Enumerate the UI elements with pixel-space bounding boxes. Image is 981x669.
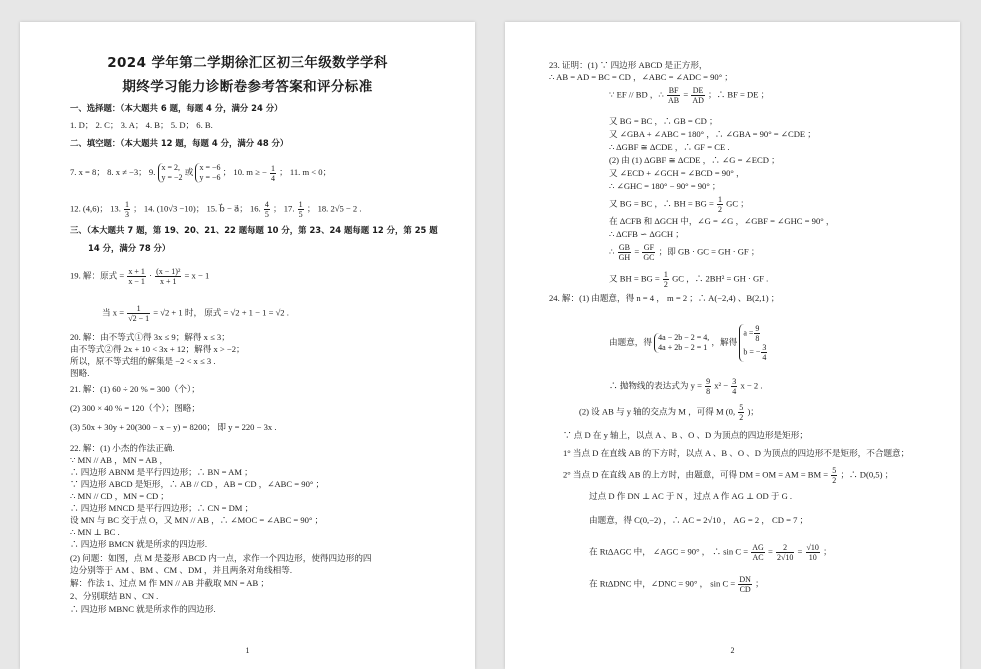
- q9-or: 或: [184, 166, 194, 177]
- frac-num: GB: [618, 243, 630, 252]
- frac-den: CD: [739, 585, 751, 594]
- frac-den: AD: [692, 96, 704, 105]
- q22-line: ∴ MN // CD ，MN = CD ；: [70, 491, 169, 501]
- q24-line: ∵ 点 D 在 y 轴上，以点 A 、B 、O 、D 为顶点的四边形是矩形；: [563, 430, 808, 440]
- q19-frac1-den: x − 1: [128, 277, 145, 286]
- equals: =: [767, 546, 773, 557]
- section2-heading: 二、填空题：（本大题共 12 题，每题 4 分，满分 48 分）: [70, 138, 289, 148]
- q24-expr-frac2: [731, 377, 737, 396]
- q19-final: = √2 + 1 时， 原式 = √2 + 1 − 1 = √2 .: [153, 307, 289, 318]
- frac-den: AC: [752, 553, 764, 562]
- q23-line: 又 ∠ECD + ∠GCH = ∠BCD = 90° ，: [609, 168, 745, 178]
- q19-frac1: [127, 267, 146, 286]
- section3-heading-line2: 14 分，满分 78 分）: [88, 243, 171, 253]
- q16-den: 5: [264, 210, 269, 219]
- fill-answers-row1: [70, 163, 331, 183]
- q22-line: 解：作法 1、过点 M 作 MN // AB 并截取 MN = AB ；: [70, 578, 269, 588]
- q23-last-line: [609, 270, 768, 289]
- q24-sol-a: a =: [743, 328, 754, 338]
- q24-sol-b-frac: [761, 343, 767, 362]
- frac-num: 3: [732, 377, 737, 386]
- frac-num: 2: [776, 543, 794, 553]
- q24-case2-prefix: 2° 当点 D 在直线 AB 的上方时，由题意，可得 DM = OM = AM = BM =: [563, 469, 829, 480]
- q23-ratio-line: [609, 86, 769, 105]
- q24-rt1-line: [589, 543, 832, 562]
- q24-eq1: 4a − 2b − 2 = 4,: [658, 333, 710, 342]
- frac-num: BF: [668, 86, 679, 95]
- q23-bh-fraction: [717, 195, 723, 214]
- q23-frac-gb-gh: [618, 243, 632, 262]
- q20-line: 由不等式②得 2x + 10 < 3x + 12；解得 x > −2；: [70, 344, 245, 354]
- q9-s2-eq2: y = −6: [199, 173, 221, 182]
- frac-num: DN: [739, 575, 751, 584]
- q24-rt1-frac1: [751, 543, 765, 562]
- q23-ef-suffix: ；∴ BF = DE ；: [708, 89, 770, 100]
- q16-num: 4: [264, 200, 269, 209]
- q23-bh-prefix: 又 BG = BC ，∴ BH = BG =: [609, 198, 714, 209]
- q21-line: (2) 300 × 40 % = 120（个）；图略；: [70, 403, 200, 413]
- answer-page-1: [20, 22, 475, 669]
- frac-num: 1: [663, 270, 668, 279]
- q19-frac3: [127, 304, 150, 323]
- q23-line: 在 ΔCFB 和 ΔGCH 中，∠G = ∠G ，∠GBF = ∠GHC = 90° ，: [609, 216, 835, 226]
- equals: =: [797, 546, 803, 557]
- q11-answer: ； 11. m < 0；: [279, 166, 332, 177]
- q9-s1-eq2: y = −2: [161, 173, 183, 182]
- q16-fraction: [264, 200, 270, 219]
- q23-bh-line: [609, 195, 749, 214]
- frac-den: 2: [663, 280, 668, 289]
- q17-num: 1: [298, 200, 303, 209]
- q21-line: 21. 解：(1) 60 ÷ 20 % = 300（个）；: [70, 384, 200, 394]
- q24-case2-suffix: ；∴ D(0,5) ；: [840, 469, 894, 480]
- q9-system1: [158, 163, 183, 183]
- q22-line: ∴ MN ⊥ BC .: [70, 527, 120, 537]
- frac-den: GC: [643, 253, 655, 262]
- q22-line: ∵ 四边形 ABCD 是矩形，∴ AB // CD ，AB = CD ，∠ABC = 90° ；: [70, 479, 325, 489]
- frac-den: 2: [832, 476, 837, 485]
- q22-line: ∴ 四边形 MNCD 是平行四边形；∴ CN = DM ；: [70, 503, 254, 513]
- frac-den: 2√10: [776, 553, 794, 562]
- therefore: ∴: [609, 246, 615, 257]
- page-number: 2: [730, 646, 735, 655]
- section1-heading: 一、选择题：（本大题共 6 题，每题 4 分，满分 24 分）: [70, 103, 283, 113]
- q9-label: 9.: [148, 166, 156, 177]
- q24-sys-solve: ，解得: [711, 336, 738, 347]
- q19-result: = x − 1: [184, 270, 210, 281]
- q23-last-fraction: [663, 270, 669, 289]
- q24-rt2-line: [589, 575, 764, 594]
- fill-answers-row2: [70, 200, 362, 219]
- q24-part2-prefix: (2) 设 AB 与 y 轴的交点为 M ，可得 M (0,: [579, 406, 736, 417]
- q23-frac-de-ad: [691, 86, 705, 105]
- q23-line: ∴ ΔGBF ≅ ΔCDE ，∴ GF = CE .: [609, 142, 730, 152]
- q23-frac-gf-gc: [642, 243, 655, 262]
- q23-ef-prefix: ∵ EF // BD ，∴: [609, 89, 664, 100]
- q7-answer: 7. x = 8；: [70, 166, 105, 177]
- q19-line2: [102, 304, 289, 323]
- q24-rt1-frac2: [776, 543, 794, 562]
- q23-last-prefix: 又 BH = BG =: [609, 273, 660, 284]
- q24-solution-system: [739, 324, 768, 362]
- q19-frac2: [155, 267, 181, 286]
- equals: =: [683, 89, 689, 100]
- q23-last-suffix: GC ，∴ 2BH² = GH · GF .: [672, 273, 769, 284]
- q22-line: ∴ 四边形 BMCN 就是所求的四边形.: [70, 539, 208, 549]
- q24-expr-prefix: ∴ 抛物线的表达式为 y =: [609, 380, 702, 391]
- q23-line: ∴ ΔCFB ∽ ΔGCH ；: [609, 229, 684, 239]
- q24-part2-line: [579, 403, 759, 422]
- frac-num: 1: [717, 195, 722, 204]
- q21-line: (3) 50x + 30y + 20(300 − x − y) = 8200； 即 y = 220 − 3x .: [70, 422, 277, 432]
- q23-line: (2) 由 (1) ΔGBF ≅ ΔCDE ，∴ ∠G = ∠ECD ；: [609, 155, 780, 165]
- q24-case2-fraction: [831, 466, 837, 485]
- q24-eq2: 4a + 2b − 2 = 1: [658, 343, 708, 352]
- q23-line: 又 BG = BC ，∴ GB = CD ；: [609, 116, 718, 126]
- q23-line: ∴ AB = AD = BC = CD ，∠ABC = ∠ADC = 90° ；: [549, 72, 733, 82]
- q19-frac3-den: √2 − 1: [128, 314, 150, 323]
- q13-num: 1: [125, 200, 129, 209]
- q23-proportion-suffix: ；即 GB · GC = GH · GF ；: [658, 246, 760, 257]
- doc-title-line1: 2024 学年第二学期徐汇区初三年级数学学科: [107, 55, 388, 71]
- q18-answer: ； 18. 2√5 − 2 .: [306, 203, 362, 214]
- q24-rt1-prefix: 在 RtΔAGC 中， ∠AGC = 90° ， ∴ sin C =: [589, 546, 749, 557]
- q24-sol-a-frac: [754, 324, 760, 343]
- q17-fraction: [298, 200, 304, 219]
- frac-den: GH: [618, 253, 631, 262]
- answer-page-2: [505, 22, 960, 669]
- frac-num: 3: [762, 343, 767, 352]
- q9-s2-eq1: x = −6: [199, 163, 221, 172]
- q24-expr-suffix: x − 2 .: [740, 380, 763, 391]
- frac-den: AB: [668, 96, 680, 105]
- q24-line1: 24. 解：(1) 由题意，得 n = 4 ， m = 2 ；∴ A(−2,4) 、B(2,1) ；: [549, 293, 780, 303]
- frac-den: 4: [762, 353, 767, 362]
- frac-num: GF: [643, 243, 655, 252]
- q22-line: ∴ 四边形 MBNC 就是所求作的四边形.: [70, 604, 216, 614]
- q24-case2-line: [563, 466, 893, 485]
- frac-den: 10: [808, 553, 817, 562]
- q24-system-line: [609, 324, 768, 362]
- q8-answer: 8. x ≠ −3；: [107, 166, 147, 177]
- section1-answers: 1. D； 2. C； 3. A； 4. B； 5. D； 6. B.: [70, 120, 213, 130]
- q24-perp-line: 过点 D 作 DN ⊥ AC 于 N ，过点 A 作 AG ⊥ OD 于 G .: [589, 491, 793, 501]
- q19-dot: ·: [149, 270, 152, 281]
- q24-line: 1° 当点 D 在直线 AB 的下方时，以点 A 、B 、O 、D 为顶点的四边形不是矩形，不合题意；: [563, 448, 910, 458]
- q22-line: 边分别等于 AM 、BM 、CM 、DM ，并且两条对角线相等.: [70, 565, 293, 575]
- doc-title-line2: 期终学习能力诊断卷参考答案和评分标准: [122, 79, 373, 95]
- q24-c-line: 由题意，得 C(0,−2) ，∴ AC = 2√10 ， AG = 2 ， CD = 7 ；: [589, 515, 809, 525]
- q24-expr-frac1: [705, 377, 711, 396]
- q23-frac-bf-ab: [667, 86, 680, 105]
- q13-fraction: [124, 200, 130, 219]
- q24-sys-prefix: 由题意，得: [609, 336, 652, 347]
- q22-line: 设 MN 与 BC 交于点 O，又 MN // AB ，∴ ∠MOC = ∠ABC = 90° ；: [70, 515, 324, 525]
- q9-s1-eq1: x = 2,: [161, 163, 181, 172]
- q23-line: 23. 证明：(1) ∵ 四边形 ABCD 是正方形，: [549, 60, 708, 70]
- frac-num: 5: [832, 466, 837, 475]
- q24-sol-b: b = −: [743, 347, 761, 357]
- frac-num: AG: [752, 543, 764, 552]
- q17-label: ； 17.: [273, 203, 295, 214]
- q19-prefix: 19. 解：原式 =: [70, 270, 125, 281]
- q23-line: ∴ ∠GHC = 180° − 90° = 90° ；: [609, 181, 721, 191]
- q23-bh-suffix: GC ；: [726, 198, 749, 209]
- q22-line: (2) 问题：如图，点 M 是菱形 ABCD 内一点，求作一个四边形，使得四边形的四: [70, 553, 372, 563]
- q24-part2-suffix: )；: [747, 406, 759, 417]
- q17-den: 5: [298, 210, 303, 219]
- q24-equation-system: [654, 333, 709, 353]
- frac-num: √10: [806, 543, 819, 552]
- q14-answer: ； 14. (10√3 −10)； 15. b⃗ − a⃗； 16.: [133, 203, 261, 214]
- frac-num: 5: [739, 403, 744, 412]
- q24-rt1-frac3: [806, 543, 820, 562]
- frac-den: 8: [755, 334, 760, 343]
- q19-line1: [70, 267, 209, 286]
- q23-line: 又 ∠GBA + ∠ABC = 180° ，∴ ∠GBA = 90° = ∠CDE ；: [609, 129, 816, 139]
- q9-system2: [195, 163, 220, 183]
- q19-frac3-num: 1: [127, 304, 150, 314]
- section3-heading-line1: 三、（本大题共 7 题，第 19、20、21、22 题每题 10 分，第 23、24 题每题 12 分，第 25 题: [70, 225, 438, 235]
- page-number: 1: [245, 646, 250, 655]
- frac-num: DE: [692, 86, 704, 95]
- q20-line: 图略.: [70, 368, 90, 378]
- q24-rt2-prefix: 在 RtΔDNC 中，∠DNC = 90° ， sin C =: [589, 578, 736, 589]
- q19-frac2-num: (x − 1)²: [156, 267, 181, 276]
- q19-frac1-num: x + 1: [128, 267, 145, 276]
- q24-rt2-frac: [738, 575, 752, 594]
- q10-num: 1: [271, 163, 275, 173]
- frac-num: 9: [706, 377, 711, 386]
- equals: =: [634, 246, 640, 257]
- frac-den: 2: [739, 413, 744, 422]
- q10-answer: ； 10. m ≥ −: [222, 166, 267, 177]
- q12-answer: 12. (4,6)； 13.: [70, 203, 121, 214]
- q22-line: ∴ 四边形 ABNM 是平行四边形；∴ BN = AM ；: [70, 467, 253, 477]
- q20-line: 所以，原不等式组的解集是 −2 < x ≤ 3 .: [70, 356, 216, 366]
- q23-proportion-line: [609, 243, 759, 262]
- q22-line: 22. 解：(1) 小杰的作法正确.: [70, 443, 175, 453]
- frac-den: 8: [706, 387, 711, 396]
- q24-expr-mid: x² −: [714, 380, 729, 391]
- q20-line: 20. 解：由不等式①得 3x ≤ 9；解得 x ≤ 3；: [70, 332, 230, 342]
- q19-frac2-den: x + 1: [159, 277, 177, 286]
- q22-line: ∵ MN // AB ，MN = AB ，: [70, 455, 168, 465]
- frac-num: 9: [755, 324, 760, 333]
- frac-den: 2: [717, 205, 722, 214]
- frac-den: 4: [732, 387, 737, 396]
- q19-when: 当 x =: [102, 307, 125, 318]
- q24-rt2-suffix: ；: [755, 578, 764, 589]
- q10-fraction: [270, 164, 276, 183]
- q24-rt1-suffix: ；: [823, 546, 832, 557]
- q13-den: 3: [125, 210, 129, 219]
- q24-m-fraction: [738, 403, 744, 422]
- q10-den: 4: [271, 173, 275, 183]
- q24-expression-line: [609, 377, 762, 396]
- q22-line: 2、分别联结 BN 、CN .: [70, 591, 159, 601]
